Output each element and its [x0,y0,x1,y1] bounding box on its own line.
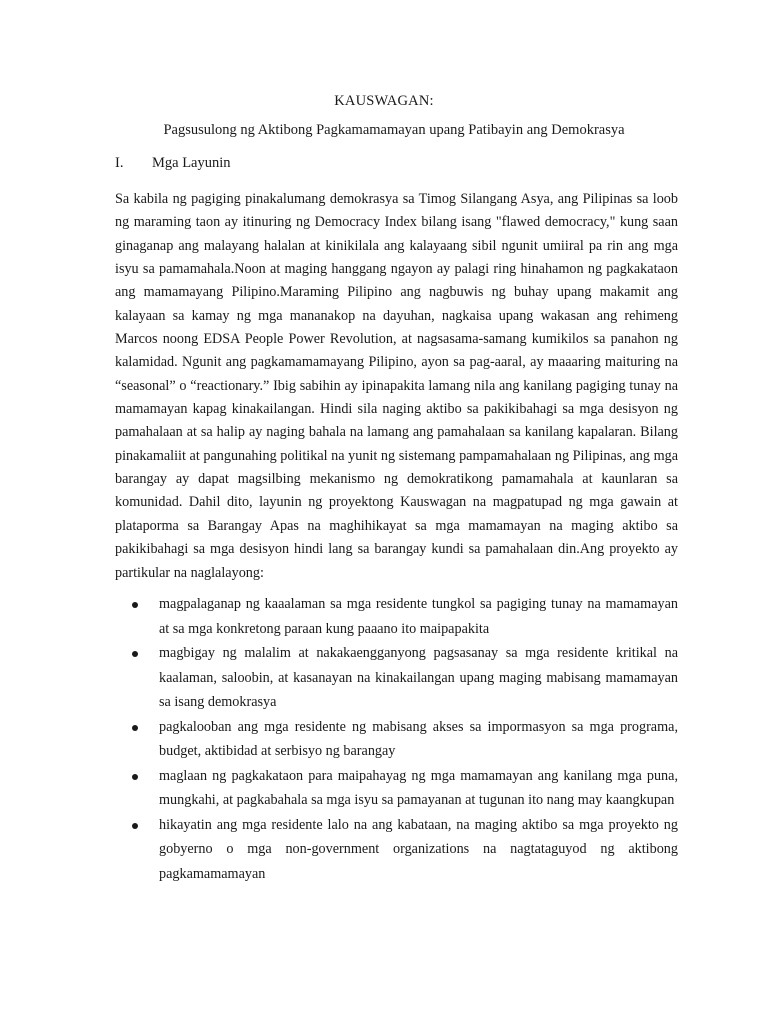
bullet-icon [132,823,138,829]
objectives-list [115,592,678,886]
list-item [115,764,678,813]
list-item-text: hikayatin ang mga residente lalo na ang kabataan, na maging aktibo sa mga proyekto ng gobyerno o mga non-government organizations na nagtataguyod ng aktibong pagkamamamayan [159,816,678,882]
body-paragraph: Sa kabila ng pagiging pinakalumang demokrasya sa Timog Silangang Asya, ang Pilipinas sa loob ng maraming taon ay itinuring ng Democracy Index bilang isang "flawed democracy," kung saan ginaganap ang malayang halalan at kinikilala ang kalayaang sibil ngunit umiiral pa rin ang mga isyu sa pamamahala.Noon at maging hanggang ngayon ay palagi ring hinahamon ng pagkakataon ang mamamayang Pilipino.Maraming Pilipino ang nagbuwis ng buhay upang makamit ang kalayaan sa kamay ng mga mananakop na dayuhan, nagkaisa upang wakasan ang rehimeng Marcos noong EDSA People Power Revolution, at nagsasama-samang kumikilos sa panahon ng kalamidad. Ngunit ang pagkamamamayang Pilipino, ayon sa pag-aaral, ay maaaring maituring na “seasonal” o “reactionary.” Ibig sabihin ay ipinapakita lamang nila ang kanilang pagiging tunay na mamamayan kapag kinakailangan. Hindi sila naging aktibo sa pakikibahagi sa mga desisyon ng pamahalaan at sa halip ay naging bahala na lamang ang pamahalaan sa kanilang kapalaran. Bilang pinakamaliit at pangunahing politikal na yunit ng sistemang pampamahalaan ng Pilipinas, ang mga barangay ay dapat magsilbing mekanismo ng demokratikong pamamahala at kaunlaran sa komunidad. Dahil dito, layunin ng proyektong Kauswagan na magpatupad ng mga gawain at plataporma sa Barangay Apas na maghihikayat sa mga mamamayan na maging aktibo sa pakikibahagi sa mga desisyon hindi lang sa barangay kundi sa pamahalaan din.Ang proyekto ay partikular na naglalayong: [115,191,678,581]
list-item-text: magbigay ng malalim at nakakaengganyong pagsasanay sa mga residente kritikal na kaalaman, saloobin, at kasanayan na kinakailangan upang maging mabisang mamamayan sa isang demokrasya [159,645,678,710]
section-heading [115,155,231,172]
bullet-icon [132,774,138,780]
list-item-text: pagkalooban ang mga residente ng mabisang akses sa impormasyon sa mga programa, budget, aktibidad at serbisyo ng barangay [159,718,678,759]
document-title: KAUSWAGAN: [334,93,434,109]
list-item [115,813,678,887]
section-number: I. [115,155,124,171]
document-subtitle: Pagsusulong ng Aktibong Pagkamamamayan upang Patibayin ang Demokrasya [163,122,625,138]
list-item [115,592,678,641]
bullet-icon [132,725,138,731]
bullet-icon [132,602,138,608]
list-item-text: magpalaganap ng kaaalaman sa mga residente tungkol sa pagiging tunay na mamamayan at sa mga konkretong paraan kung paaano ito maipapakita [159,596,678,637]
list-item [115,715,678,764]
section-title: Mga Layunin [152,155,231,171]
bullet-icon [132,651,138,657]
list-item-text: maglaan ng pagkakataon para maipahayag ng mga mamamayan ang kanilang mga puna, mungkahi, at pagkabahala sa mga isyu sa pamayanan at tugunan ito nang may kaangkupan [159,767,678,808]
list-item [115,641,678,715]
